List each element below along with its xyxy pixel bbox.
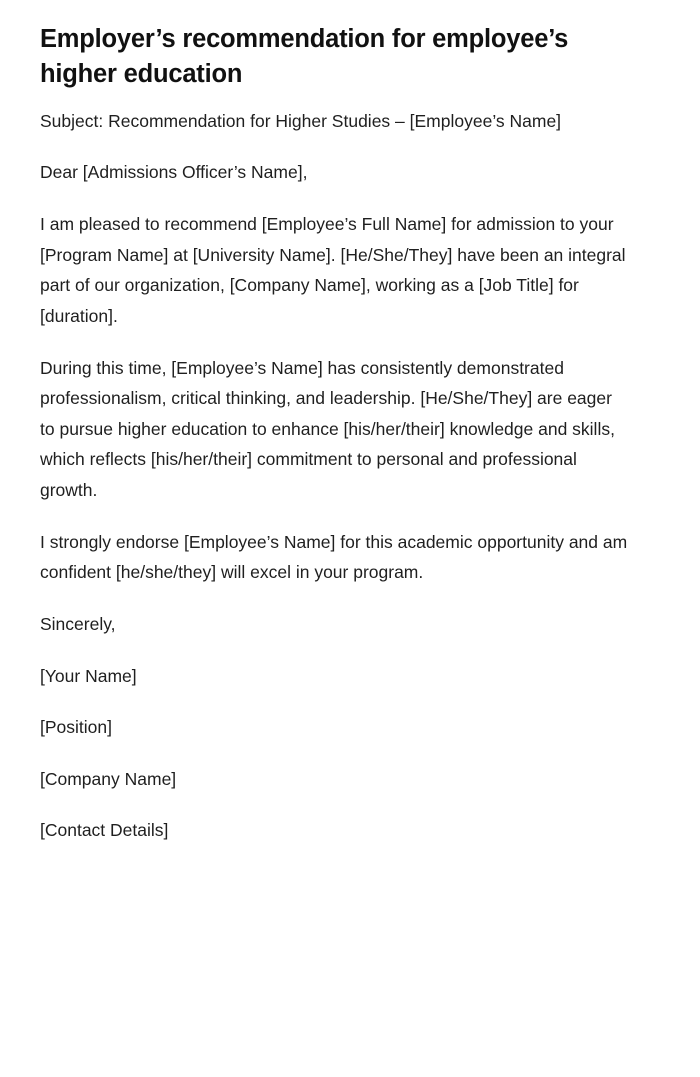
signature-contact: [Contact Details] <box>40 820 169 841</box>
subject-line: Subject: Recommendation for Higher Studies – [Employee’s Name] <box>40 110 562 131</box>
body-paragraph-2: During this time, [Employee’s Name] has consistently demonstrated professionalism, critical thinking, and leadership. [He/She/They] are eager to pursue higher education to enhance [his/her/their] knowledge and skills, which reflects [his/her/their] commitment to personal and professional growth. <box>40 357 615 501</box>
signature-name: [Your Name] <box>40 665 137 686</box>
signature-position: [Position] <box>40 717 112 738</box>
closing: Sincerely, <box>40 613 116 634</box>
page-title: Employer’s recommendation for employee’s higher education <box>40 25 569 88</box>
salutation: Dear [Admissions Officer’s Name], <box>40 162 308 183</box>
signature-company: [Company Name] <box>40 768 177 789</box>
body-paragraph-3: I strongly endorse [Employee’s Name] for this academic opportunity and am confident [he/she/they] will excel in your program. <box>40 531 628 583</box>
body-paragraph-1: I am pleased to recommend [Employee’s Full Name] for admission to your [Program Name] at [University Name]. [He/She/They] have been an integral part of our organization, [Company Name], working as a [Job Title] for [duration]. <box>40 214 626 326</box>
